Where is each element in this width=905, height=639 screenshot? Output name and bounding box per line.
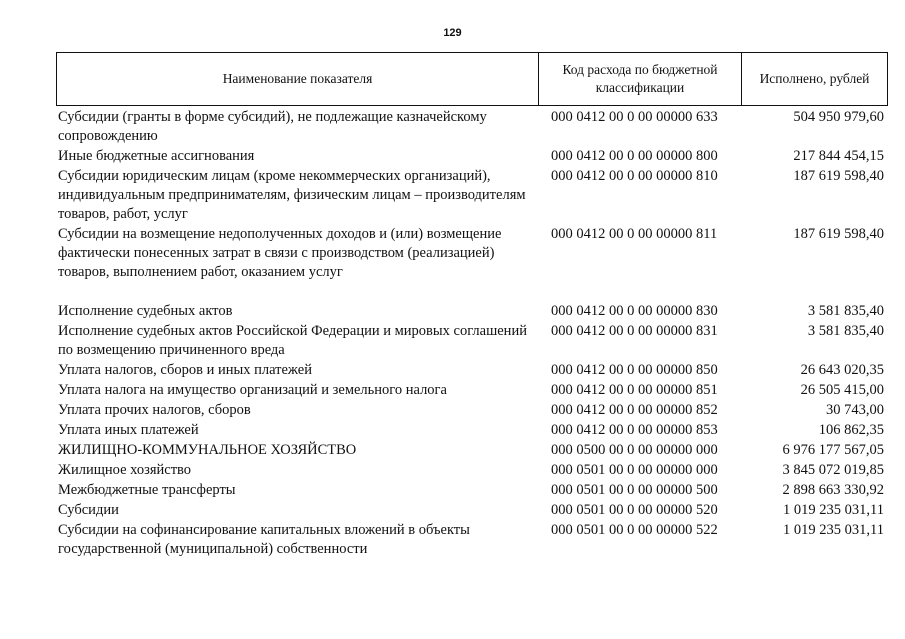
row-sum: 1 019 235 031,11 xyxy=(783,522,884,538)
table-row xyxy=(58,401,888,420)
row-code: 000 0412 00 0 00 00000 831 xyxy=(551,323,718,339)
table-header xyxy=(56,52,888,106)
row-name: Субсидии юридическим лицам (кроме некоммерческих организаций), индивидуальным предпринимателям, физическим лицам – производителям товаров, работ, услуг xyxy=(58,168,526,222)
row-name: Межбюджетные трансферты xyxy=(58,482,236,498)
header-sum-column: Исполнено, рублей xyxy=(759,71,870,86)
row-name: Уплата налога на имущество организаций и земельного налога xyxy=(58,382,447,398)
row-name: Исполнение судебных актов Российской Федерации и мировых соглашений по возмещению причиненного вреда xyxy=(58,323,527,358)
row-sum: 106 862,35 xyxy=(818,422,884,438)
row-code: 000 0412 00 0 00 00000 830 xyxy=(551,303,718,319)
row-code: 000 0412 00 0 00 00000 811 xyxy=(551,226,718,242)
table-row xyxy=(58,461,888,480)
row-name: Исполнение судебных актов xyxy=(58,303,233,319)
table-row xyxy=(58,361,888,380)
row-sum: 3 581 835,40 xyxy=(807,303,884,319)
row-sum: 26 505 415,00 xyxy=(800,382,884,398)
row-code: 000 0412 00 0 00 00000 853 xyxy=(551,422,718,438)
row-sum: 1 019 235 031,11 xyxy=(783,502,884,518)
row-code: 000 0412 00 0 00 00000 850 xyxy=(551,362,718,378)
row-name: Субсидии (гранты в форме субсидий), не подлежащие казначейскому сопровождению xyxy=(58,109,487,144)
row-code: 000 0501 00 0 00 00000 522 xyxy=(551,522,718,538)
row-code: 000 0412 00 0 00 00000 851 xyxy=(551,382,718,398)
row-name: Уплата прочих налогов, сборов xyxy=(58,402,251,418)
table-row xyxy=(58,322,888,360)
row-sum: 3 845 072 019,85 xyxy=(782,462,884,478)
table-row xyxy=(58,302,888,321)
row-code: 000 0412 00 0 00 00000 852 xyxy=(551,402,718,418)
row-name: Субсидии на софинансирование капитальных вложений в объекты государственной (муниципальной) собственности xyxy=(58,522,470,557)
table-row xyxy=(58,441,888,460)
row-code: 000 0501 00 0 00 00000 520 xyxy=(551,502,718,518)
table-row xyxy=(58,167,888,224)
row-sum: 30 743,00 xyxy=(826,402,884,418)
table-body xyxy=(58,108,888,560)
row-sum: 504 950 979,60 xyxy=(793,109,884,125)
row-name: Жилищное хозяйство xyxy=(58,462,192,478)
row-spacer xyxy=(58,283,888,302)
row-name: Уплата налогов, сборов и иных платежей xyxy=(58,362,312,378)
row-name: Уплата иных платежей xyxy=(58,422,199,438)
table-row xyxy=(58,481,888,500)
row-sum: 3 581 835,40 xyxy=(807,323,884,339)
row-code: 000 0412 00 0 00 00000 800 xyxy=(551,148,718,164)
row-sum: 217 844 454,15 xyxy=(793,148,884,164)
row-sum: 187 619 598,40 xyxy=(793,226,884,242)
row-sum: 2 898 663 330,92 xyxy=(782,482,884,498)
row-name: Субсидии xyxy=(58,502,119,518)
table-row xyxy=(58,501,888,520)
table-row xyxy=(58,381,888,400)
row-code: 000 0501 00 0 00 00000 500 xyxy=(551,482,718,498)
header-name-column: Наименование показателя xyxy=(57,53,539,105)
table-row xyxy=(58,225,888,282)
table-row xyxy=(58,421,888,440)
row-name: ЖИЛИЩНО-КОММУНАЛЬНОЕ ХОЗЯЙСТВО xyxy=(58,442,357,458)
row-code: 000 0412 00 0 00 00000 633 xyxy=(551,109,718,125)
row-code: 000 0501 00 0 00 00000 000 xyxy=(551,462,718,478)
page-number: 129 xyxy=(443,27,462,39)
row-sum: 26 643 020,35 xyxy=(800,362,884,378)
table-row xyxy=(58,147,888,166)
header-code-column: Код расхода по бюджетной классификации xyxy=(539,53,742,105)
row-sum: 6 976 177 567,05 xyxy=(782,442,884,458)
row-name: Иные бюджетные ассигнования xyxy=(58,148,255,164)
row-sum: 187 619 598,40 xyxy=(793,168,884,184)
row-code: 000 0412 00 0 00 00000 810 xyxy=(551,168,718,184)
table-row xyxy=(58,108,888,146)
row-name: Субсидии на возмещение недополученных доходов и (или) возмещение фактически понесенных затрат в связи с производством (реализацией) товаров, выполнением работ, оказанием услуг xyxy=(58,226,502,280)
table-row xyxy=(58,521,888,559)
row-code: 000 0500 00 0 00 00000 000 xyxy=(551,442,718,458)
